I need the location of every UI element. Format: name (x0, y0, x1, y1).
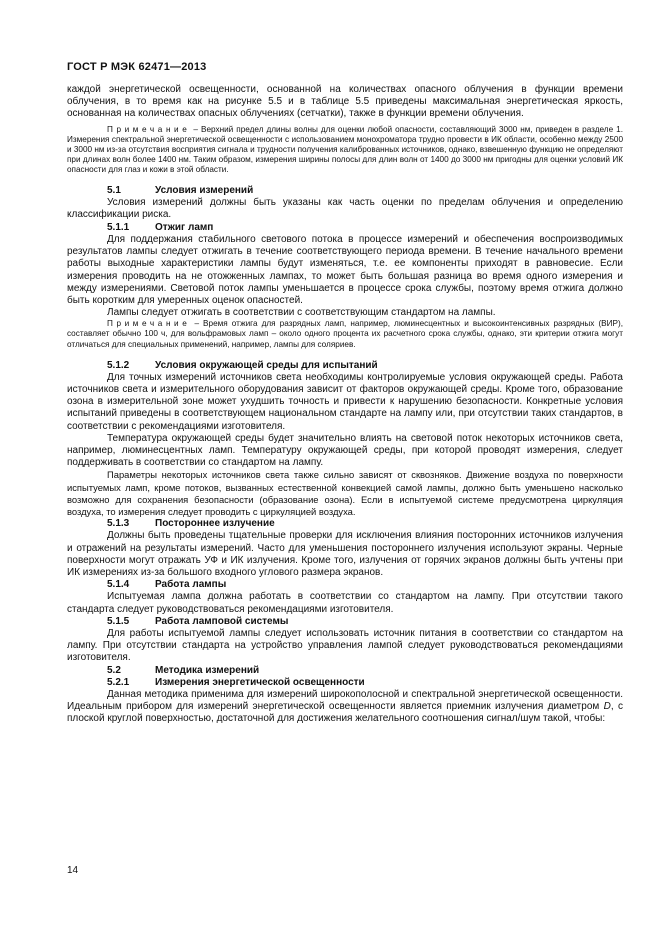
section-heading (67, 677, 623, 689)
section-title: Условия измерений (155, 185, 254, 197)
section-number: 5.1.1 (107, 221, 130, 233)
section-title: Постороннее излучение (155, 518, 275, 530)
section-title: Измерения энергетической освещенности (155, 676, 365, 688)
section-title: Работа ламповой системы (155, 615, 289, 627)
section-number: 5.1 (107, 185, 121, 197)
variable-symbol: D (603, 701, 611, 713)
document-body (67, 84, 623, 726)
paragraph: Испытуемая лампа должна работать в соответствии со стандартом на лампу. При отсутствии такого стандарта следует руководствоваться рекомендациями изготовителя. (67, 591, 623, 615)
document-header: ГОСТ Р МЭК 62471—2013 (67, 61, 207, 73)
section-title: Методика измерений (155, 664, 260, 676)
section-number: 5.1.4 (107, 579, 130, 591)
section-heading (67, 616, 623, 628)
section-heading (67, 222, 623, 234)
section-number: 5.2 (107, 664, 121, 676)
paragraph-text: , с плоской круглой поверхностью, достаточной для достижения желательного соотношения сигнал/шум такой, чтобы: (67, 701, 623, 725)
paragraph: Для поддержания стабильного светового потока в процессе измерений и обеспечения воспроизводимых результатов лампы следует отжигать в течение соответствующего периода времени. В течение начального времени работы выходные характеристики лампы будут изменяться, т.е. ее компоненты приходят в равновесие. Если измерения проводить на не отожженных лампах, то может быть большая разница во время одного измерения и между измерениями. Световой поток лампы уменьшается в процессе срока службы, поэтому время отжига должно быть коротким для умеренных оценок опасностей. (67, 233, 623, 306)
paragraph: Лампы следует отжигать в соответствии с соответствующим стандартом на лампы. (107, 307, 496, 319)
paragraph (67, 689, 623, 726)
section-heading (67, 360, 623, 372)
section-heading (67, 665, 623, 677)
note-label: Примечание (107, 124, 191, 134)
note-text: – Время отжига для разрядных ламп, например, люминесцентных и высокоинтенсивных разрядных (ВИР), составляет обычно 100 ч, для вольфрамовых ламп – около одного процента их расчетного срока службы, однако, эти критерии отжига могут отличаться для специальных применений, например, лампы для соляриев. (67, 319, 623, 349)
paragraph: Для работы испытуемой лампы следует использовать источник питания в соответствии со стандартом на лампу. При отсутствии стандарта на устройство управления лампой следует руководствоваться рекомендациями изготовителя. (67, 628, 623, 664)
paragraph-text: Данная методика применима для измерений широкополосной и спектральной энергетической освещенности. Идеальным прибором для измерений энергетической освещенности является приемник излучения диаметром (67, 689, 623, 713)
note (67, 319, 623, 349)
section-heading (67, 518, 623, 530)
section-title: Условия окружающей среды для испытаний (155, 359, 378, 371)
paragraph: Параметры некоторых источников света также сильно зависят от сквозняков. Движение воздуха по поверхности испытуемых ламп, кроме потоков, вызванных естественной конвекцией самой лампы, должно быть уменьшено насколько возможно для сохранения безопасности (образование озона). Если в испытуемой системе предусмотрена циркуляция воздуха, то измерения следует проводить с циркуляцией воздуха. (67, 469, 623, 518)
section-title: Отжиг ламп (155, 221, 214, 233)
paragraph: Должны быть проведены тщательные проверки для исключения влияния посторонних источников излучения и отражений на результаты измерений. Часто для уменьшения постороннего излучения используют экраны. Черные поверхности могут отражать УФ и ИК излучения. Кроме того, излучения от горячих экранов должны быть учтены при ИК измерениях из-за большого входного углового размера экранов. (67, 530, 623, 579)
section-title: Работа лампы (155, 579, 227, 591)
section-heading (67, 579, 623, 591)
section-number: 5.1.2 (107, 359, 130, 371)
section-number: 5.1.5 (107, 615, 130, 627)
note-text: – Верхний предел длины волны для оценки любой опасности, составляющий 3000 нм, приведен в разделе 1. Измерения спектральной энергетической освещенности с использованием монохроматора трудно провести в ИК области, особенно между 2500 и 3000 нм из-за отсутствия восприятия сигнала и трудности получения калиброванных источников, однако, взвешенную функцию не определяют при длинах волн более 1400 нм. Таким образом, измерения ширины полосы для длин волн от 1400 до 3000 нм пригодны для оценки условий ИК опасности для глаз и кожи в этой области. (67, 124, 623, 174)
note (67, 125, 623, 175)
paragraph: каждой энергетической освещенности, основанной на количествах опасного облучения в функции времени облучения, в то время как на рисунке 5.5 и в таблице 5.5 приведены максимальная энергетическая яркость, основанная на количествах опасных облучениях (сетчатки), также в функции времени облучения. (67, 84, 623, 120)
paragraph: Температура окружающей среды будет значительно влиять на световой поток некоторых источников света, например, люминесцентных ламп. Температуру окружающей среды, при которой проводят измерения, следует поддерживать в соответствии со стандартом на лампу. (67, 432, 623, 469)
paragraph: Условия измерений должны быть указаны как часть оценки по пределам облучения и определению классификации риска. (67, 197, 623, 221)
section-heading (67, 185, 623, 197)
section-number: 5.1.3 (107, 518, 130, 530)
section-number: 5.2.1 (107, 676, 130, 688)
page-number: 14 (67, 865, 79, 876)
note-label: Примечание (107, 319, 191, 329)
paragraph: Для точных измерений источников света необходимы контролируемые условия окружающей среды. Работа источников света и измерительного оборудования зависит от факторов окружающей среды. Кроме того, образование озона в измерительной зоне может ухудшить точность и привести к нарушению безопасности. Конкретные условия испытаний приведены в соответствующем национальном стандарте на лампу или, при отсутствии таких стандартов, в соответствии с рекомендациями изготовителя. (67, 371, 623, 432)
